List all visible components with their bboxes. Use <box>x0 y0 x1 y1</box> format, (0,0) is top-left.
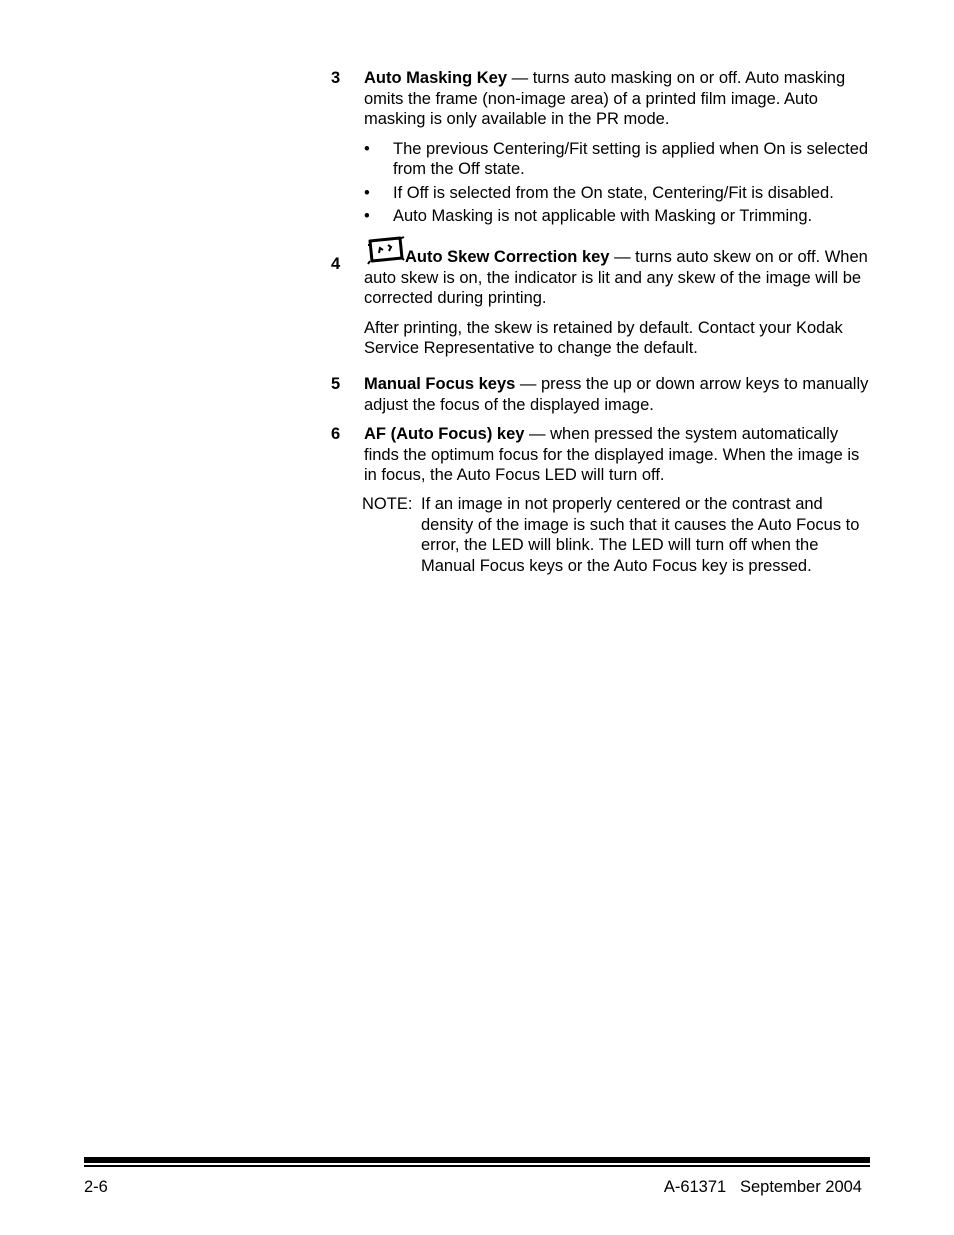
list-item: • Auto Masking is not applicable with Masking or Trimming. <box>364 207 813 225</box>
bullet-list <box>331 139 876 227</box>
item-auto-skew <box>331 236 876 359</box>
item-body <box>364 424 876 486</box>
item-number: 5 <box>331 375 341 393</box>
item-title: Manual Focus keys <box>364 375 516 393</box>
page-number: 2-6 <box>84 1178 108 1196</box>
auto-skew-icon <box>367 236 405 266</box>
item-text: — when pressed the system automatically finds the optimum focus for the displayed image. When the image is in focus, the Auto Focus LED will turn off. <box>364 425 860 484</box>
footer-rule-thick <box>84 1157 870 1163</box>
note-text: If an image in not properly centered or the contrast and density of the image is such that it causes the Auto Focus to error, the LED will blink. The LED will turn off when the Manual Focus keys or the Auto Focus key is pressed. <box>421 495 860 575</box>
item-number: 4 <box>331 255 341 273</box>
item-text: — turns auto skew on or off. When auto skew is on, the indicator is lit and any skew of the image will be corrected during printing. <box>364 248 868 307</box>
doc-id: A-61371 <box>663 1178 727 1196</box>
item-body <box>364 374 876 415</box>
list-item: • If Off is selected from the On state, Centering/Fit is disabled. <box>364 183 834 202</box>
item-body <box>364 68 876 130</box>
doc-info <box>664 1177 862 1198</box>
item-text: — press the up or down arrow keys to manually adjust the focus of the displayed image. <box>364 375 869 414</box>
note-label: NOTE: <box>362 495 413 513</box>
item-manual-focus <box>331 374 876 415</box>
item-text: — turns auto masking on or off. Auto masking omits the frame (non-image area) of a printed film image. Auto masking is only available in the PR mode. <box>364 69 846 128</box>
note <box>362 494 872 576</box>
footer-rule-thin <box>84 1165 870 1167</box>
item-number: 3 <box>331 69 341 87</box>
item-title: Auto Masking Key <box>364 69 508 87</box>
item-auto-focus <box>331 424 876 486</box>
item-title: Auto Skew Correction key <box>405 248 610 266</box>
item-title: AF (Auto Focus) key <box>364 425 525 443</box>
item-paragraph: After printing, the skew is retained by default. Contact your Kodak Service Representative to change the default. <box>364 318 843 357</box>
doc-date: September 2004 <box>739 1178 862 1196</box>
item-body <box>364 236 876 309</box>
item-number: 6 <box>331 425 341 443</box>
list-item: • The previous Centering/Fit setting is applied when On is selected from the Off state. <box>364 139 869 178</box>
item-auto-masking <box>331 68 876 227</box>
